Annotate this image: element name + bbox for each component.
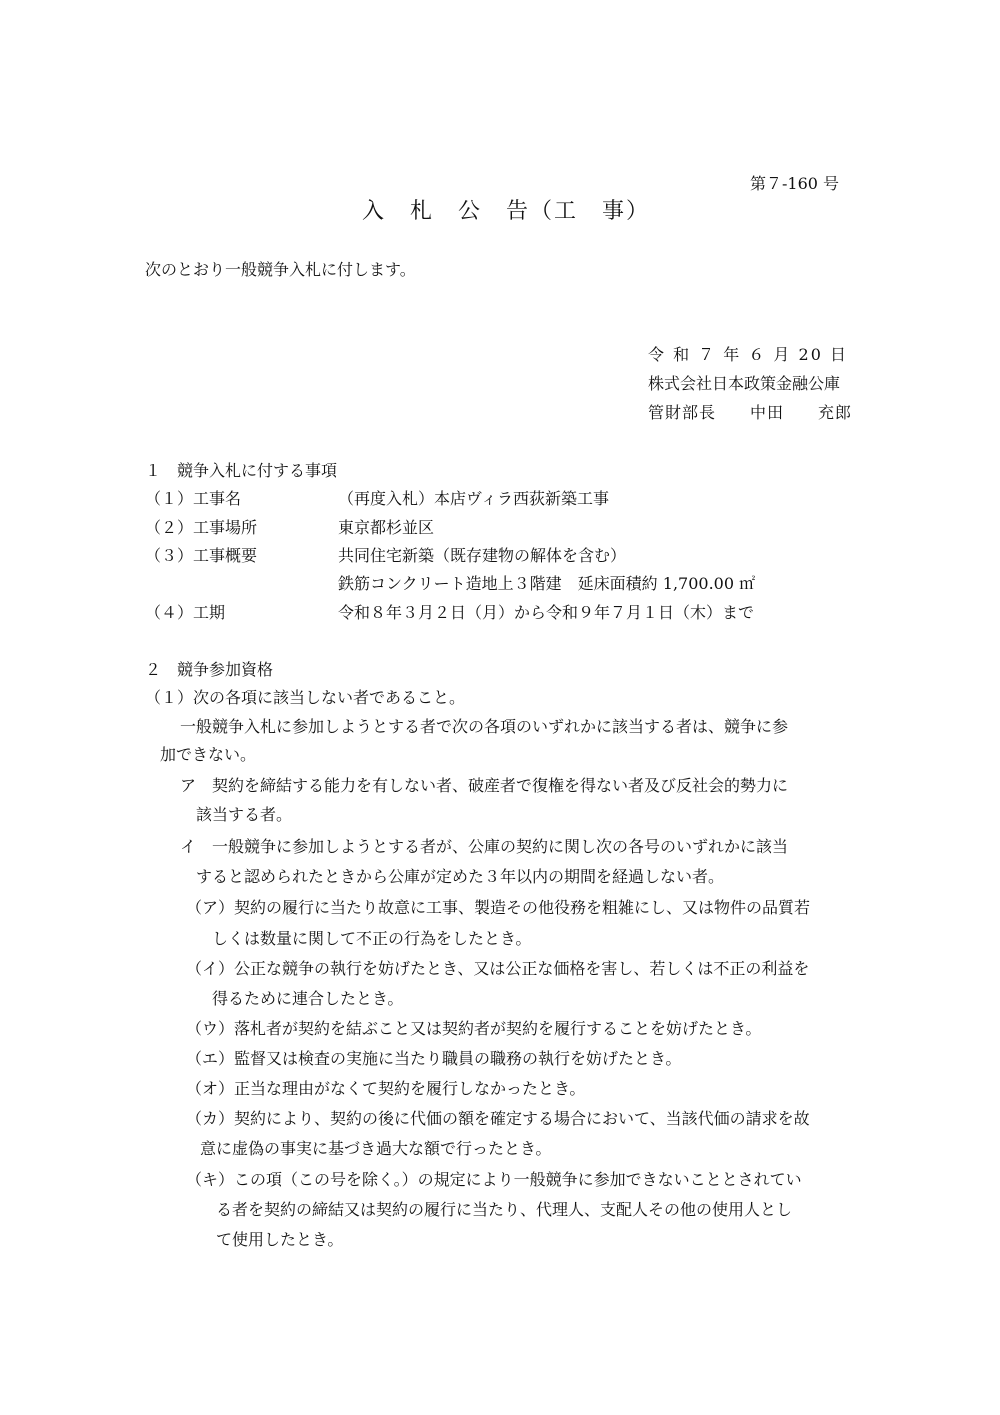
paragraph-line: 加できない。: [160, 745, 257, 764]
row-label: （４）工期: [145, 603, 226, 622]
row-value: 鉄筋コンクリート造地上３階建 延床面積約 1,700.00 ㎡: [338, 574, 756, 593]
clause-i-line: すると認められたときから公庫が定めた３年以内の期間を経過しない者。: [196, 867, 725, 886]
subclause-line: る者を契約の締結又は契約の履行に当たり、代理人、支配人その他の使用人とし: [216, 1200, 793, 1219]
issue-date: 令 和 ７ 年 ６ 月 20 日: [648, 345, 848, 364]
subclause-line: 意に虚偽の事実に基づき過大な額で行ったとき。: [200, 1139, 552, 1158]
row-value: 共同住宅新築（既存建物の解体を含む）: [338, 546, 627, 565]
subclause-line: （カ）契約により、契約の後に代価の額を確定する場合において、当該代価の請求を故: [186, 1109, 810, 1128]
subclause-line: しくは数量に関して不正の行為をしたとき。: [212, 929, 532, 948]
subclause-line: （ウ）落札者が契約を結ぶこと又は契約者が契約を履行することを妨げたとき。: [186, 1019, 762, 1038]
subclause-line: （キ）この項（この号を除く。）の規定により一般競争に参加できないこととされてい: [186, 1170, 802, 1189]
issuer-signer: 管財部長 中田 充郎: [648, 403, 853, 422]
subclause-line: （エ）監督又は検査の実施に当たり職員の職務の執行を妨げたとき。: [186, 1049, 682, 1068]
section1-heading: １ 競争入札に付する事項: [145, 461, 338, 480]
row-value: （再度入札）本店ヴィラ西荻新築工事: [338, 489, 610, 508]
section2-item1: （１）次の各項に該当しない者であること。: [145, 688, 466, 707]
subclause-line: 得るために連合したとき。: [212, 989, 404, 1008]
issuer-organization: 株式会社日本政策金融公庫: [648, 374, 841, 393]
page-title: 入 札 公 告（工 事）: [362, 199, 651, 224]
subclause-line: （オ）正当な理由がなくて契約を履行しなかったとき。: [186, 1079, 586, 1098]
subclause-line: （イ）公正な競争の執行を妨げたとき、又は公正な価格を害し、若しくは不正の利益を: [186, 959, 810, 978]
section2-heading: ２ 競争参加資格: [145, 660, 274, 679]
subclause-line: て使用したとき。: [216, 1230, 344, 1249]
subclause-line: （ア）契約の履行に当たり故意に工事、製造その他役務を粗雑にし、又は物件の品質若: [186, 898, 811, 917]
row-label: （１）工事名: [145, 489, 242, 508]
row-label: （３）工事概要: [145, 546, 258, 565]
row-label: （２）工事場所: [145, 518, 258, 537]
row-value: 令和８年３月２日（月）から令和９年７月１日（木）まで: [338, 603, 755, 622]
clause-a-line: ア 契約を締結する能力を有しない者、破産者で復権を得ない者及び反社会的勢力に: [180, 776, 789, 795]
paragraph-line: 一般競争入札に参加しようとする者で次の各項のいずれかに該当する者は、競争に参: [180, 717, 789, 736]
document-number: 第７-160 号: [750, 174, 840, 193]
clause-a-line: 該当する者。: [196, 805, 293, 824]
row-value: 東京都杉並区: [338, 518, 435, 537]
clause-i-line: イ 一般競争に参加しようとする者が、公庫の契約に関し次の各号のいずれかに該当: [180, 837, 789, 856]
intro-text: 次のとおり一般競争入札に付します。: [145, 260, 416, 279]
